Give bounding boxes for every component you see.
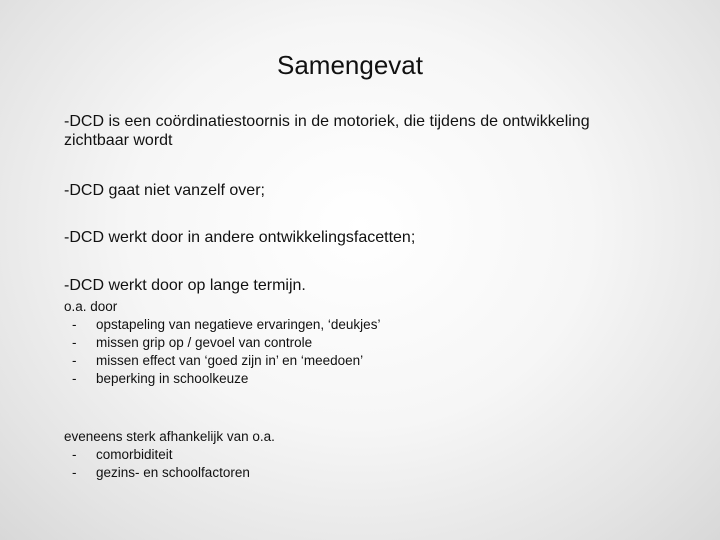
list-item [64, 368, 654, 390]
slide-title: Samengevat [277, 50, 423, 80]
causes-list [64, 314, 654, 390]
dash-bullet: - [72, 335, 77, 350]
dependency-lead: eveneens sterk afhankelijk van o.a. [64, 429, 275, 444]
list-item-text: beperking in schoolkeuze [96, 371, 249, 386]
dash-bullet: - [72, 353, 77, 368]
list-item-text: missen effect van ‘goed zijn in’ en ‘meedoen’ [96, 353, 364, 368]
statement-other-facets: -DCD werkt door in andere ontwikkelingsfacetten; [64, 229, 416, 246]
causes-lead: o.a. door [64, 299, 118, 314]
dash-bullet: - [72, 371, 77, 386]
list-item [64, 462, 654, 484]
statement-dcd-definition: -DCD is een coördinatiestoornis in de motoriek, die tijdens de ontwikkeling zichtbaar wordt [64, 113, 590, 149]
dependency-list [64, 444, 654, 484]
list-item-text: opstapeling van negatieve ervaringen, ‘deukjes’ [96, 317, 381, 332]
dash-bullet: - [72, 447, 77, 462]
statement-not-go-away: -DCD gaat niet vanzelf over; [64, 182, 265, 199]
dependency-block [64, 426, 654, 484]
statement-long-term: -DCD werkt door op lange termijn. [64, 277, 306, 294]
dash-bullet: - [72, 465, 77, 480]
dash-bullet: - [72, 317, 77, 332]
list-item-text: comorbiditeit [96, 447, 173, 462]
list-item-text: gezins- en schoolfactoren [96, 465, 250, 480]
list-item-text: missen grip op / gevoel van controle [96, 335, 313, 350]
causes-block [64, 296, 654, 390]
